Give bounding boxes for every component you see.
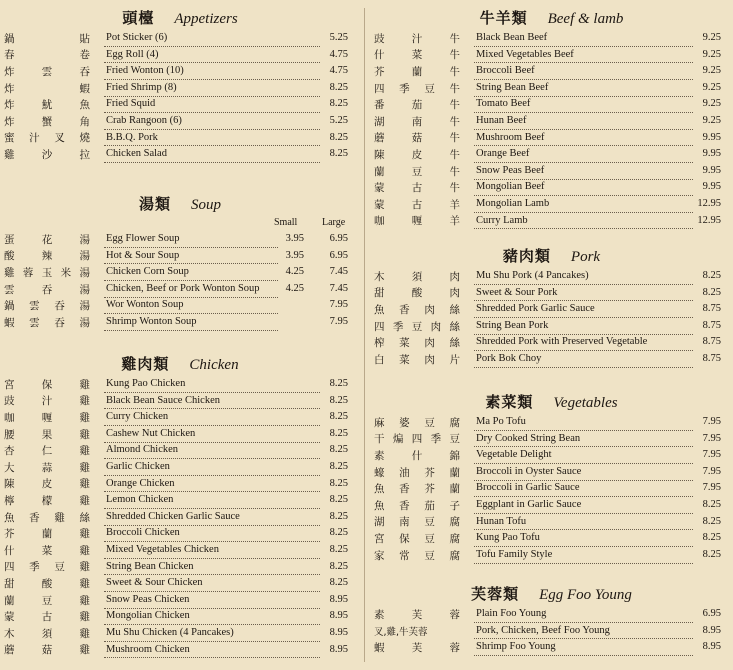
- item-chinese-name: 大 蒜 雞: [4, 461, 90, 474]
- menu-item-row[interactable]: [0, 592, 360, 609]
- section-title-chinese: 素菜類: [485, 393, 534, 411]
- menu-item-row[interactable]: [0, 459, 360, 476]
- item-name: Fried Squid: [106, 98, 156, 110]
- menu-item-row[interactable]: [370, 196, 733, 213]
- menu-item-row[interactable]: [370, 285, 733, 302]
- item-price: 8.75: [702, 336, 721, 348]
- size-small-label: Small: [274, 217, 298, 228]
- item-name: Broccoli in Oyster Sauce: [476, 465, 582, 477]
- menu-item-row[interactable]: [0, 442, 360, 459]
- item-chinese-name: 杏 仁 雞: [4, 445, 90, 458]
- item-chinese-name: 蘭 豆 雞: [4, 594, 90, 607]
- menu-item-row[interactable]: [370, 334, 733, 351]
- item-name: String Bean Beef: [476, 81, 549, 93]
- menu-item-row[interactable]: [0, 476, 360, 493]
- menu-item-row[interactable]: [370, 547, 733, 564]
- section-title-english: Beef & lamb: [547, 11, 624, 27]
- section-title: [0, 6, 360, 30]
- item-price: 8.25: [702, 270, 721, 281]
- item-chinese-name: 酸 辣 湯: [4, 250, 90, 263]
- menu-item-row[interactable]: [370, 623, 733, 640]
- item-price: 8.25: [329, 527, 348, 539]
- item-chinese-name: 豉 汁 牛: [374, 32, 460, 45]
- menu-item-row[interactable]: [0, 30, 360, 47]
- item-price: 8.25: [329, 577, 348, 589]
- menu-item-row[interactable]: [0, 113, 360, 130]
- menu-section-egg-foo-young: [370, 582, 733, 656]
- item-price: 9.95: [702, 181, 721, 193]
- section-title: [0, 192, 360, 216]
- item-chinese-name: 叉,雞,牛芙蓉: [374, 626, 428, 638]
- item-price: 8.95: [702, 624, 721, 636]
- item-chinese-name: 咖 喱 羊: [374, 215, 460, 228]
- item-price: 8.25: [329, 510, 348, 522]
- item-price: 8.75: [702, 319, 721, 331]
- item-chinese-name: 咖 喱 雞: [4, 411, 90, 424]
- item-chinese-name: 干 煸 四 季 豆: [374, 433, 460, 446]
- item-price: 7.95: [702, 465, 721, 477]
- menu-item-row[interactable]: [370, 268, 733, 285]
- item-chinese-name: 湖 南 牛: [374, 115, 460, 128]
- item-price: 8.25: [329, 81, 348, 93]
- item-price: 9.95: [702, 164, 721, 176]
- item-price-large: 7.45: [329, 266, 348, 278]
- item-name: Mushroom Chicken: [106, 643, 190, 655]
- menu-item-row[interactable]: [370, 163, 733, 180]
- item-name: Chicken Corn Soup: [106, 266, 189, 278]
- item-chinese-name: 陳 皮 牛: [374, 148, 460, 161]
- item-chinese-name: 宮 保 雞: [4, 378, 90, 391]
- item-name: Hunan Tofu: [476, 515, 527, 527]
- item-name: Black Bean Sauce Chicken: [106, 394, 221, 406]
- menu-item-row[interactable]: [0, 393, 360, 410]
- section-title-english: Chicken: [189, 357, 239, 373]
- menu-item-row[interactable]: [370, 497, 733, 514]
- item-name: Black Bean Beef: [476, 32, 548, 43]
- item-chinese-name: 蒙 古 牛: [374, 182, 460, 195]
- menu-item-row[interactable]: [370, 639, 733, 656]
- section-title-chinese: 頭檯: [122, 9, 155, 27]
- item-name: Mongolian Beef: [476, 181, 545, 193]
- item-price-large: 6.95: [329, 233, 348, 244]
- menu-item-row[interactable]: [0, 146, 360, 163]
- item-chinese-name: 湖 南 豆 腐: [374, 516, 460, 529]
- menu-item-row[interactable]: [0, 525, 360, 542]
- item-price: 8.25: [702, 286, 721, 298]
- item-name: Egg Roll (4): [106, 48, 159, 60]
- item-name: Orange Chicken: [106, 477, 175, 489]
- item-chinese-name: 鍋 雲 吞 湯: [4, 300, 90, 313]
- item-price: 8.25: [329, 427, 348, 439]
- item-name: Shredded Chicken Garlic Sauce: [106, 510, 240, 522]
- menu-item-row[interactable]: [0, 409, 360, 426]
- item-name: Broccoli Beef: [476, 65, 535, 77]
- item-name: Dry Cooked String Bean: [476, 432, 581, 444]
- item-chinese-name: 四 季 豆 肉 絲: [374, 320, 460, 333]
- item-chinese-name: 芥 蘭 雞: [4, 528, 90, 541]
- item-name: Broccoli in Garlic Sauce: [476, 482, 580, 494]
- menu-item-row[interactable]: [370, 480, 733, 497]
- menu-section-vegetables: [370, 390, 733, 563]
- item-name: Shrimp Foo Young: [476, 641, 556, 653]
- item-name: Orange Beef: [476, 148, 530, 160]
- section-title-english: Soup: [191, 197, 221, 213]
- item-name: Wor Wonton Soup: [106, 299, 184, 311]
- section-title-chinese: 芙蓉類: [471, 585, 520, 603]
- item-price: 8.25: [329, 148, 348, 160]
- menu-item-row[interactable]: [370, 464, 733, 481]
- menu-item-row[interactable]: [0, 542, 360, 559]
- item-price: 9.95: [702, 131, 721, 143]
- item-name: Shrimp Wonton Soup: [106, 315, 197, 327]
- menu-item-row[interactable]: [0, 559, 360, 576]
- menu-section-soup: [0, 192, 360, 331]
- item-chinese-name: 雲 吞 湯: [4, 283, 90, 296]
- menu-item-row[interactable]: [370, 414, 733, 431]
- item-name: String Bean Pork: [476, 319, 549, 331]
- item-name: Mushroom Beef: [476, 131, 545, 143]
- item-chinese-name: 腰 果 雞: [4, 428, 90, 441]
- item-chinese-name: 家 常 豆 腐: [374, 549, 460, 562]
- item-name: Eggplant in Garlic Sauce: [476, 498, 582, 510]
- menu-item-row[interactable]: [370, 318, 733, 335]
- item-price: 9.25: [702, 32, 721, 43]
- item-price: 9.25: [702, 65, 721, 77]
- item-price: 4.75: [329, 48, 348, 60]
- item-chinese-name: 豉 汁 雞: [4, 395, 90, 408]
- item-name: Lemon Chicken: [106, 494, 174, 506]
- item-price: 8.95: [702, 641, 721, 653]
- item-price: 8.25: [702, 548, 721, 560]
- item-chinese-name: 甜 酸 雞: [4, 577, 90, 590]
- section-title-chinese: 雞肉類: [121, 355, 170, 373]
- item-price: 7.95: [702, 449, 721, 461]
- menu-section-pork: [370, 244, 733, 368]
- menu-item-row[interactable]: [0, 426, 360, 443]
- item-chinese-name: 榨 菜 肉 絲: [374, 337, 460, 350]
- item-name: Fried Shrimp (8): [106, 81, 177, 93]
- item-name: Sweet & Sour Chicken: [106, 577, 203, 589]
- item-price: 8.75: [702, 352, 721, 364]
- item-price: 8.95: [329, 643, 348, 655]
- menu-item-row[interactable]: [0, 264, 360, 281]
- price-size-header: [0, 216, 360, 231]
- section-title: [0, 352, 360, 376]
- item-chinese-name: 蘭 豆 牛: [374, 165, 460, 178]
- item-name: Fried Wonton (10): [106, 65, 184, 77]
- item-chinese-name: 白 菜 肉 片: [374, 353, 460, 366]
- item-price: 8.25: [702, 498, 721, 510]
- menu-section-chicken: [0, 352, 360, 658]
- menu-item-row[interactable]: [0, 376, 360, 393]
- item-chinese-name: 素 什 錦: [374, 449, 460, 462]
- menu-item-row[interactable]: [370, 63, 733, 80]
- item-price-small: 4.25: [285, 266, 304, 278]
- item-price: 8.25: [702, 532, 721, 544]
- item-name: Shredded Pork Garlic Sauce: [476, 303, 595, 315]
- item-price-large: 7.95: [329, 315, 348, 327]
- menu-item-row[interactable]: [0, 231, 360, 248]
- item-chinese-name: 雞 沙 拉: [4, 148, 90, 161]
- item-price-large: 7.95: [329, 299, 348, 311]
- item-chinese-name: 什 菜 牛: [374, 49, 460, 62]
- item-name: Ma Po Tofu: [476, 416, 526, 427]
- item-chinese-name: 蘑 菇 雞: [4, 644, 90, 657]
- item-price: 5.25: [329, 32, 348, 43]
- item-price: 12.95: [697, 214, 721, 226]
- item-chinese-name: 木 須 雞: [4, 627, 90, 640]
- item-price-large: 6.95: [329, 249, 348, 261]
- item-price: 8.25: [329, 494, 348, 506]
- section-title: [370, 244, 733, 268]
- menu-item-row[interactable]: [370, 431, 733, 448]
- item-price: 6.95: [702, 608, 721, 619]
- menu-item-row[interactable]: [0, 96, 360, 113]
- menu-item-row[interactable]: [370, 301, 733, 318]
- menu-item-row[interactable]: [0, 297, 360, 314]
- menu-item-row[interactable]: [370, 447, 733, 464]
- item-name: Kung Pao Tofu: [476, 532, 540, 544]
- section-title: [370, 582, 733, 606]
- item-chinese-name: 檸 檬 雞: [4, 494, 90, 507]
- item-price: 8.25: [329, 411, 348, 423]
- menu-item-row[interactable]: [370, 47, 733, 64]
- item-chinese-name: 蝦 雲 吞 湯: [4, 316, 90, 329]
- item-price: 8.25: [329, 477, 348, 489]
- item-price: 9.25: [702, 81, 721, 93]
- menu-section-appetizers: [0, 6, 360, 163]
- item-name: Pork Bok Choy: [476, 352, 542, 364]
- item-name: Mixed Vegetables Chicken: [106, 543, 219, 555]
- item-name: Hot & Sour Soup: [106, 249, 180, 261]
- menu-item-row[interactable]: [0, 575, 360, 592]
- item-name: B.B.Q. Pork: [106, 131, 158, 143]
- item-price-small: 3.95: [285, 233, 304, 244]
- item-chinese-name: 炸 蝦: [4, 82, 90, 95]
- menu-item-row[interactable]: [370, 80, 733, 97]
- menu-item-row[interactable]: [0, 625, 360, 642]
- menu-item-row[interactable]: [0, 281, 360, 298]
- item-price: 8.95: [329, 593, 348, 605]
- menu-item-row[interactable]: [0, 642, 360, 659]
- item-name: Mu Shu Chicken (4 Pancakes): [106, 626, 234, 638]
- item-price: 5.25: [329, 114, 348, 126]
- item-chinese-name: 魚 香 雞 絲: [4, 511, 90, 524]
- item-price: 8.25: [329, 394, 348, 406]
- item-name: Mongolian Lamb: [476, 197, 550, 209]
- menu-item-row[interactable]: [0, 509, 360, 526]
- menu-item-row[interactable]: [370, 514, 733, 531]
- menu-item-row[interactable]: [370, 146, 733, 163]
- item-name: Chicken, Beef or Pork Wonton Soup: [106, 282, 260, 294]
- section-title-chinese: 牛羊類: [479, 9, 528, 27]
- section-title: [370, 6, 733, 30]
- item-name: Garlic Chicken: [106, 460, 170, 472]
- item-chinese-name: 宮 保 豆 腐: [374, 532, 460, 545]
- item-name: Mu Shu Pork (4 Pancakes): [476, 270, 589, 281]
- item-chinese-name: 甜 酸 肉: [374, 287, 460, 300]
- item-chinese-name: 蒙 古 羊: [374, 198, 460, 211]
- section-title-chinese: 豬肉類: [502, 247, 551, 265]
- menu-item-row[interactable]: [0, 608, 360, 625]
- item-name: Broccoli Chicken: [106, 527, 180, 539]
- menu-item-row[interactable]: [370, 130, 733, 147]
- item-chinese-name: 鍋 貼: [4, 32, 90, 45]
- item-chinese-name: 蒙 古 雞: [4, 611, 90, 624]
- item-price: 9.25: [702, 98, 721, 110]
- size-large-label: Large: [322, 217, 346, 228]
- item-name: Tofu Family Style: [476, 548, 553, 560]
- item-price: 8.25: [329, 460, 348, 472]
- item-chinese-name: 素 芙 蓉: [374, 608, 460, 621]
- menu-item-row[interactable]: [370, 96, 733, 113]
- item-chinese-name: 陳 皮 雞: [4, 478, 90, 491]
- item-price: 7.95: [702, 432, 721, 444]
- item-price: 9.95: [702, 148, 721, 160]
- menu-item-row[interactable]: [370, 179, 733, 196]
- item-price: 8.25: [329, 98, 348, 110]
- item-chinese-name: 魚 香 茄 子: [374, 499, 460, 512]
- item-name: Pot Sticker (6): [106, 32, 168, 43]
- item-price: 9.25: [702, 114, 721, 126]
- item-chinese-name: 芥 蘭 牛: [374, 65, 460, 78]
- menu-item-row[interactable]: [0, 492, 360, 509]
- item-name: Snow Peas Beef: [476, 164, 545, 176]
- item-price-small: 3.95: [285, 249, 304, 261]
- item-chinese-name: 番 茄 牛: [374, 99, 460, 112]
- menu-item-row[interactable]: [370, 351, 733, 368]
- item-chinese-name: 蘑 菇 牛: [374, 132, 460, 145]
- item-name: Shredded Pork with Preserved Vegetable: [476, 336, 648, 348]
- menu-item-row[interactable]: [0, 314, 360, 331]
- item-chinese-name: 炸 雲 吞: [4, 65, 90, 78]
- item-name: Mixed Vegetables Beef: [476, 48, 574, 60]
- item-name: Hunan Beef: [476, 114, 527, 126]
- item-chinese-name: 春 卷: [4, 49, 90, 62]
- item-name: Curry Lamb: [476, 214, 528, 226]
- item-name: Sweet & Sour Pork: [476, 286, 558, 298]
- menu-item-row[interactable]: [370, 113, 733, 130]
- item-chinese-name: 四 季 豆 牛: [374, 82, 460, 95]
- item-price: 8.95: [329, 610, 348, 622]
- column-divider: [364, 8, 365, 662]
- item-price: 7.95: [702, 416, 721, 427]
- menu-item-row[interactable]: [370, 606, 733, 623]
- section-title: [370, 390, 733, 414]
- section-title-english: Vegetables: [553, 395, 618, 411]
- item-name: Almond Chicken: [106, 444, 179, 456]
- item-price-small: 4.25: [285, 282, 304, 294]
- menu-item-row[interactable]: [370, 213, 733, 230]
- item-name: Kung Pao Chicken: [106, 378, 186, 389]
- item-chinese-name: 什 菜 雞: [4, 544, 90, 557]
- item-name: Egg Flower Soup: [106, 233, 180, 244]
- menu-item-row[interactable]: [0, 80, 360, 97]
- item-price: 8.75: [702, 303, 721, 315]
- item-price: 8.25: [329, 543, 348, 555]
- menu-item-row[interactable]: [0, 130, 360, 147]
- item-name: Cashew Nut Chicken: [106, 427, 196, 439]
- section-title-english: Appetizers: [174, 11, 238, 27]
- item-name: Curry Chicken: [106, 411, 169, 423]
- item-price: 8.25: [329, 560, 348, 572]
- item-price: 4.75: [329, 65, 348, 77]
- item-chinese-name: 木 須 肉: [374, 270, 460, 283]
- section-title-chinese: 湯類: [138, 195, 171, 213]
- item-price: 8.25: [329, 131, 348, 143]
- item-price: 8.95: [329, 626, 348, 638]
- item-price: 8.25: [329, 378, 348, 389]
- item-chinese-name: 魚 香 芥 蘭: [374, 483, 460, 496]
- item-name: Mongolian Chicken: [106, 610, 190, 622]
- menu-item-row[interactable]: [0, 248, 360, 265]
- item-price: 8.25: [702, 515, 721, 527]
- item-name: String Bean Chicken: [106, 560, 194, 572]
- menu-item-row[interactable]: [0, 47, 360, 64]
- item-price: 7.95: [702, 482, 721, 494]
- item-chinese-name: 麻 婆 豆 腐: [374, 416, 460, 429]
- item-chinese-name: 炸 魷 魚: [4, 99, 90, 112]
- menu-section-beef-lamb: [370, 6, 733, 229]
- menu-item-row[interactable]: [370, 530, 733, 547]
- item-chinese-name: 魚 香 肉 絲: [374, 303, 460, 316]
- item-name: Crab Rangoon (6): [106, 114, 182, 126]
- item-name: Tomato Beef: [476, 98, 531, 110]
- item-chinese-name: 雞 蓉 玉 米 湯: [4, 266, 90, 279]
- item-price: 12.95: [697, 197, 721, 209]
- item-chinese-name: 蜜 汁 叉 燒: [4, 132, 90, 145]
- item-chinese-name: 蛋 花 湯: [4, 233, 90, 246]
- item-name: Pork, Chicken, Beef Foo Young: [476, 624, 610, 636]
- item-price: 9.25: [702, 48, 721, 60]
- item-chinese-name: 蝦 芙 蓉: [374, 641, 460, 654]
- item-name: Vegetable Delight: [476, 449, 552, 461]
- menu-item-row[interactable]: [0, 63, 360, 80]
- section-title-english: Pork: [570, 249, 601, 265]
- menu-item-row[interactable]: [370, 30, 733, 47]
- section-title-english: Egg Foo Young: [539, 587, 632, 603]
- item-name: Snow Peas Chicken: [106, 593, 190, 605]
- item-price-large: 7.45: [329, 282, 348, 294]
- item-chinese-name: 炸 蟹 角: [4, 115, 90, 128]
- item-name: Chicken Salad: [106, 148, 167, 160]
- item-price: 8.25: [329, 444, 348, 456]
- item-chinese-name: 蠔 油 芥 蘭: [374, 466, 460, 479]
- item-name: Plain Foo Young: [476, 608, 547, 619]
- item-chinese-name: 四 季 豆 雞: [4, 561, 90, 574]
